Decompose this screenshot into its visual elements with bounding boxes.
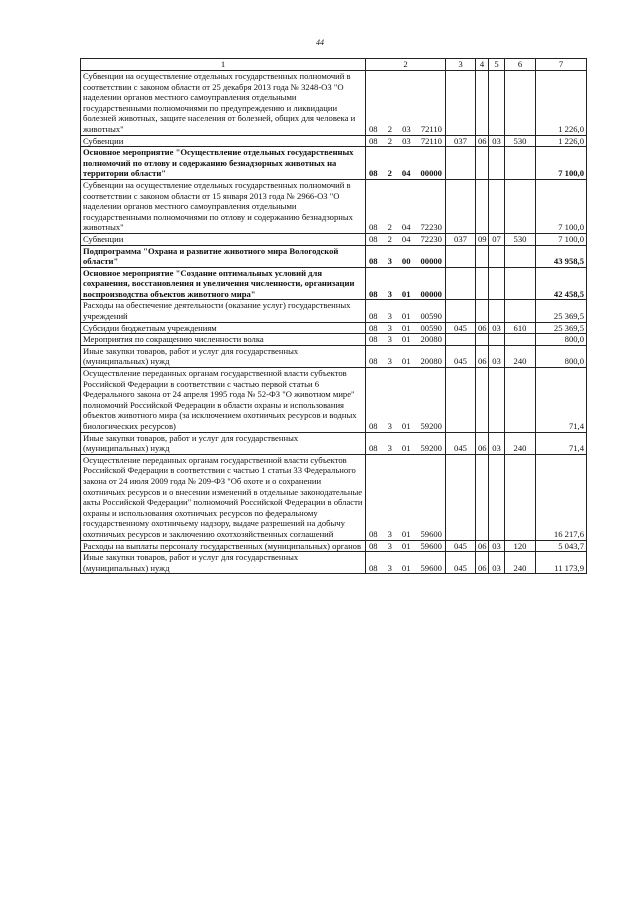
row-sum: 25 369,5	[536, 300, 587, 322]
column-header: 5	[489, 59, 505, 71]
code-part: 04	[401, 168, 411, 179]
code-part: 00590	[420, 311, 442, 322]
code-part: 00000	[420, 256, 442, 267]
table-row	[81, 71, 587, 136]
table-body	[81, 71, 587, 574]
code-part: 08	[369, 288, 378, 299]
row-col6	[505, 368, 536, 433]
code-part: 08	[369, 256, 378, 267]
code-part: 2	[387, 135, 392, 146]
code-part: 01	[401, 322, 411, 333]
code-part: 08	[369, 421, 378, 431]
row-col6	[505, 179, 536, 233]
row-sum: 5 043,7	[536, 540, 587, 552]
row-name: Субвенции на осуществление отдельных государственных полномочий в соответствии с законом области от 25 декабря 2013 года № 3248-ОЗ "О наделении органов местного самоуправления отдельными государственными полномочиями по предупреждению и ликвидации болезней животных, защите населения от болезней, общих для человека и животных"	[81, 71, 366, 136]
row-col3: 037	[446, 135, 476, 147]
code-part: 72110	[420, 123, 442, 134]
row-code	[366, 71, 446, 136]
code-part: 59200	[420, 421, 442, 431]
code-part: 00000	[420, 168, 442, 179]
table-row	[81, 135, 587, 147]
row-col5	[489, 245, 505, 267]
table-row	[81, 432, 587, 454]
row-col3	[446, 245, 476, 267]
row-name: Мероприятия по сокращению численности волка	[81, 334, 366, 346]
row-col4: 06	[476, 135, 489, 147]
code-part: 08	[369, 528, 378, 539]
code-part: 01	[401, 540, 411, 551]
row-col3	[446, 300, 476, 322]
row-col3: 045	[446, 552, 476, 574]
code-part: 08	[369, 334, 378, 345]
table-row	[81, 233, 587, 245]
row-col6	[505, 267, 536, 300]
column-header: 2	[366, 59, 446, 71]
code-part: 08	[369, 123, 378, 134]
row-col4	[476, 267, 489, 300]
row-sum: 800,0	[536, 345, 587, 367]
row-col4: 06	[476, 432, 489, 454]
code-part: 3	[387, 443, 392, 454]
row-col6: 240	[505, 345, 536, 367]
table-row	[81, 334, 587, 346]
table-row	[81, 300, 587, 322]
row-col4: 06	[476, 345, 489, 367]
code-part: 2	[387, 222, 392, 233]
column-header: 7	[536, 59, 587, 71]
row-col4: 09	[476, 233, 489, 245]
code-part: 00	[401, 256, 411, 267]
row-col5	[489, 147, 505, 180]
row-sum: 1 226,0	[536, 135, 587, 147]
row-name: Субвенции	[81, 233, 366, 245]
row-col5: 03	[489, 345, 505, 367]
row-name: Расходы на обеспечение деятельности (оказание услуг) государственных учреждений	[81, 300, 366, 322]
row-col4	[476, 454, 489, 540]
row-sum: 43 958,5	[536, 245, 587, 267]
row-col5	[489, 334, 505, 346]
code-part: 08	[369, 311, 378, 322]
row-code	[366, 334, 446, 346]
row-code	[366, 267, 446, 300]
row-col5: 07	[489, 233, 505, 245]
row-col3: 037	[446, 233, 476, 245]
code-part: 08	[369, 443, 378, 454]
row-code	[366, 432, 446, 454]
column-header: 3	[446, 59, 476, 71]
row-code	[366, 322, 446, 334]
code-part: 3	[387, 334, 392, 345]
code-part: 72230	[420, 222, 442, 233]
row-sum: 11 173,9	[536, 552, 587, 574]
row-code	[366, 179, 446, 233]
row-col3: 045	[446, 540, 476, 552]
code-part: 08	[369, 222, 378, 233]
code-part: 03	[402, 135, 411, 146]
code-part: 04	[401, 233, 411, 244]
code-part: 3	[387, 356, 392, 367]
table-row	[81, 345, 587, 367]
code-part: 08	[369, 168, 378, 179]
code-part: 59600	[420, 528, 442, 539]
row-sum: 71,4	[536, 432, 587, 454]
code-part: 3	[387, 528, 392, 539]
budget-table	[80, 58, 587, 574]
code-part: 3	[387, 322, 392, 333]
code-part: 01	[401, 356, 411, 367]
code-part: 59600	[420, 540, 442, 551]
table-row	[81, 454, 587, 540]
code-part: 59200	[420, 443, 442, 454]
code-part: 3	[387, 421, 392, 431]
column-header: 4	[476, 59, 489, 71]
row-code	[366, 552, 446, 574]
table-row	[81, 540, 587, 552]
row-col6: 530	[505, 233, 536, 245]
row-col6: 120	[505, 540, 536, 552]
table-header	[81, 59, 587, 71]
table-row	[81, 267, 587, 300]
code-part: 08	[369, 322, 378, 333]
row-sum: 16 217,6	[536, 454, 587, 540]
row-code	[366, 245, 446, 267]
code-part: 3	[387, 540, 392, 551]
row-col4	[476, 147, 489, 180]
row-sum: 7 100,0	[536, 233, 587, 245]
code-part: 00590	[420, 322, 442, 333]
row-col6: 240	[505, 552, 536, 574]
table-row	[81, 147, 587, 180]
row-col6	[505, 300, 536, 322]
code-part: 01	[401, 334, 411, 345]
row-sum: 1 226,0	[536, 71, 587, 136]
table-row	[81, 368, 587, 433]
row-name: Основное мероприятие "Осуществление отдельных государственных полномочий по отлову и содержанию безнадзорных животных на территории области"	[81, 147, 366, 180]
code-part: 20080	[420, 334, 442, 345]
code-part: 01	[401, 288, 411, 299]
code-part: 08	[369, 540, 378, 551]
row-col4	[476, 245, 489, 267]
code-part: 2	[387, 123, 392, 134]
row-col4	[476, 334, 489, 346]
row-col6: 530	[505, 135, 536, 147]
row-col3	[446, 71, 476, 136]
code-part: 72230	[420, 233, 442, 244]
row-name: Осуществление переданных органам государственной власти субъектов Российской Федерации в соответствии с частью первой статьи 6 Федерального закона от 24 апреля 1995 года № 52-ФЗ "О животном мире" полномочий Российской Федерации в области охраны и использования объектов животного мира (за исключением охотничьих ресурсов и водных биологических ресурсов)	[81, 368, 366, 433]
row-col4	[476, 71, 489, 136]
row-code	[366, 135, 446, 147]
code-part: 3	[387, 256, 392, 267]
row-col5	[489, 267, 505, 300]
row-col3: 045	[446, 432, 476, 454]
page-number: 44	[316, 38, 324, 47]
row-col3	[446, 368, 476, 433]
row-col5: 03	[489, 322, 505, 334]
row-name: Субсидии бюджетным учреждениям	[81, 322, 366, 334]
code-part: 08	[369, 562, 378, 573]
column-header: 6	[505, 59, 536, 71]
row-col5: 03	[489, 135, 505, 147]
code-part: 3	[387, 288, 392, 299]
row-col4	[476, 300, 489, 322]
code-part: 00000	[420, 288, 442, 299]
row-col3	[446, 179, 476, 233]
code-part: 08	[369, 356, 378, 367]
table-row	[81, 179, 587, 233]
row-code	[366, 345, 446, 367]
row-col3	[446, 334, 476, 346]
row-name: Иные закупки товаров, работ и услуг для государственных (муниципальных) нужд	[81, 552, 366, 574]
row-sum: 25 369,5	[536, 322, 587, 334]
row-col5	[489, 71, 505, 136]
row-name: Иные закупки товаров, работ и услуг для государственных (муниципальных) нужд	[81, 432, 366, 454]
row-sum: 7 100,0	[536, 147, 587, 180]
row-col4: 06	[476, 540, 489, 552]
row-col3	[446, 267, 476, 300]
table-row	[81, 322, 587, 334]
column-header: 1	[81, 59, 366, 71]
code-part: 3	[387, 311, 392, 322]
code-part: 20080	[420, 356, 442, 367]
row-code	[366, 540, 446, 552]
row-col5	[489, 454, 505, 540]
row-col5	[489, 300, 505, 322]
row-col6: 610	[505, 322, 536, 334]
row-code	[366, 368, 446, 433]
table-row	[81, 245, 587, 267]
row-col3	[446, 147, 476, 180]
row-col4	[476, 179, 489, 233]
code-part: 2	[387, 233, 392, 244]
row-code	[366, 300, 446, 322]
row-col3	[446, 454, 476, 540]
code-part: 3	[387, 562, 392, 573]
code-part: 01	[401, 528, 411, 539]
row-name: Осуществление переданных органам государственной власти субъектов Российской Федерации в соответствии с частью 1 статьи 33 Федерального закона от 24 июля 2009 года № 209-ФЗ "Об охоте и о сохранении охотничьих ресурсов и о внесении изменений в отдельные законодательные акты Российской Федерации" полномочий Российской Федерации в области охраны и использования охотничьих ресурсов по федеральному государственному охотничьему надзору, выдаче разрешений на добычу охотничьих ресурсов и заключению охотхозяйственных соглашений	[81, 454, 366, 540]
code-part: 04	[401, 222, 411, 233]
row-col6	[505, 334, 536, 346]
row-col4	[476, 368, 489, 433]
code-part: 08	[369, 233, 378, 244]
row-col6: 240	[505, 432, 536, 454]
row-name: Иные закупки товаров, работ и услуг для государственных (муниципальных) нужд	[81, 345, 366, 367]
row-col3: 045	[446, 345, 476, 367]
row-sum: 800,0	[536, 334, 587, 346]
code-part: 59600	[420, 562, 442, 573]
code-part: 01	[401, 311, 411, 322]
row-col5	[489, 368, 505, 433]
row-col4: 06	[476, 552, 489, 574]
code-part: 03	[402, 123, 411, 134]
code-part: 2	[387, 168, 392, 179]
code-part: 01	[401, 443, 411, 454]
row-col6	[505, 71, 536, 136]
row-name: Подпрограмма "Охрана и развитие животного мира Вологодской области"	[81, 245, 366, 267]
row-code	[366, 147, 446, 180]
row-col6	[505, 147, 536, 180]
row-col6	[505, 454, 536, 540]
row-name: Расходы на выплаты персоналу государственных (муниципальных) органов	[81, 540, 366, 552]
table-row	[81, 552, 587, 574]
row-col5: 03	[489, 540, 505, 552]
row-code	[366, 454, 446, 540]
row-name: Основное мероприятие "Создание оптимальных условий для сохранения, восстановления и увеличения численности, организации воспроизводства объектов животного мира"	[81, 267, 366, 300]
row-name: Субвенции	[81, 135, 366, 147]
row-name: Субвенции на осуществление отдельных государственных полномочий в соответствии с законом области от 15 января 2013 года № 2966-ОЗ "О наделении органов местного самоуправления отдельными государственными полномочиями по отлову и содержанию безнадзорных животных"	[81, 179, 366, 233]
row-col6	[505, 245, 536, 267]
row-code	[366, 233, 446, 245]
row-sum: 7 100,0	[536, 179, 587, 233]
row-sum: 42 458,5	[536, 267, 587, 300]
row-col5: 03	[489, 432, 505, 454]
row-col5: 03	[489, 552, 505, 574]
row-sum: 71,4	[536, 368, 587, 433]
code-part: 01	[401, 421, 411, 431]
code-part: 01	[401, 562, 411, 573]
row-col4: 06	[476, 322, 489, 334]
code-part: 72110	[420, 135, 442, 146]
code-part: 08	[369, 135, 378, 146]
row-col5	[489, 179, 505, 233]
row-col3: 045	[446, 322, 476, 334]
